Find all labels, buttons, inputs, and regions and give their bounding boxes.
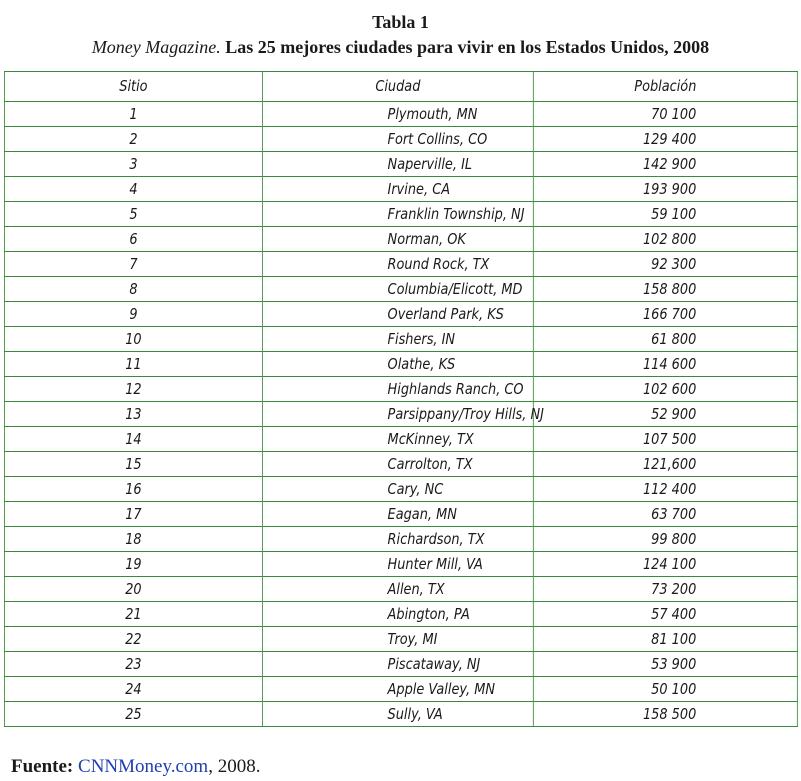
cell-ciudad: Round Rock, TX <box>262 252 533 277</box>
subtitle-text: Las 25 mejores ciudades para vivir en los Estados Unidos, 2008 <box>220 37 710 57</box>
cell-ciudad: Richardson, TX <box>262 527 533 552</box>
table-row <box>4 227 797 252</box>
cell-ciudad: Columbia/Elicott, MD <box>262 277 533 302</box>
cell-ciudad: Hunter Mill, VA <box>262 552 533 577</box>
cell-ciudad: Highlands Ranch, CO <box>262 377 533 402</box>
cell-poblacion: 99 800 <box>533 527 797 552</box>
cell-sitio: 15 <box>4 452 262 477</box>
table-row <box>4 652 797 677</box>
table-row <box>4 377 797 402</box>
cell-ciudad: Apple Valley, MN <box>262 677 533 702</box>
cell-poblacion: 63 700 <box>533 502 797 527</box>
cell-sitio: 11 <box>4 352 262 377</box>
cell-ciudad: Norman, OK <box>262 227 533 252</box>
table-row <box>4 252 797 277</box>
cell-ciudad: Fishers, IN <box>262 327 533 352</box>
cell-sitio: 18 <box>4 527 262 552</box>
cell-sitio: 2 <box>4 127 262 152</box>
cell-sitio: 16 <box>4 477 262 502</box>
table-row <box>4 177 797 202</box>
cell-ciudad: McKinney, TX <box>262 427 533 452</box>
source-year: , 2008. <box>208 756 261 777</box>
cell-poblacion: 50 100 <box>533 677 797 702</box>
cell-poblacion: 124 100 <box>533 552 797 577</box>
cell-sitio: 19 <box>4 552 262 577</box>
cell-sitio: 20 <box>4 577 262 602</box>
table-row <box>4 577 797 602</box>
column-header-poblacion: Población <box>533 72 797 102</box>
header-row <box>4 72 797 102</box>
table-row <box>4 627 797 652</box>
table-row <box>4 602 797 627</box>
cell-poblacion: 129 400 <box>533 127 797 152</box>
cell-poblacion: 81 100 <box>533 627 797 652</box>
cell-sitio: 5 <box>4 202 262 227</box>
cell-sitio: 8 <box>4 277 262 302</box>
cell-sitio: 6 <box>4 227 262 252</box>
cell-poblacion: 193 900 <box>533 177 797 202</box>
cell-sitio: 4 <box>4 177 262 202</box>
cell-poblacion: 59 100 <box>533 202 797 227</box>
table-row <box>4 552 797 577</box>
cell-poblacion: 107 500 <box>533 427 797 452</box>
table-row <box>4 427 797 452</box>
cell-poblacion: 158 500 <box>533 702 797 727</box>
table-row <box>4 327 797 352</box>
cell-sitio: 9 <box>4 302 262 327</box>
cell-ciudad: Sully, VA <box>262 702 533 727</box>
cell-poblacion: 53 900 <box>533 652 797 677</box>
cell-sitio: 13 <box>4 402 262 427</box>
cell-ciudad: Olathe, KS <box>262 352 533 377</box>
cell-poblacion: 52 900 <box>533 402 797 427</box>
cell-sitio: 14 <box>4 427 262 452</box>
cell-sitio: 3 <box>4 152 262 177</box>
cell-ciudad: Overland Park, KS <box>262 302 533 327</box>
cell-ciudad: Troy, MI <box>262 627 533 652</box>
cell-poblacion: 114 600 <box>533 352 797 377</box>
cell-sitio: 22 <box>4 627 262 652</box>
cell-ciudad: Fort Collins, CO <box>262 127 533 152</box>
cell-ciudad: Naperville, IL <box>262 152 533 177</box>
column-header-ciudad: Ciudad <box>262 72 533 102</box>
cell-poblacion: 166 700 <box>533 302 797 327</box>
table-row <box>4 277 797 302</box>
cell-sitio: 23 <box>4 652 262 677</box>
cell-ciudad: Carrolton, TX <box>262 452 533 477</box>
source-link[interactable]: CNNMoney.com <box>78 756 209 777</box>
table-row <box>4 102 797 127</box>
subtitle-magazine: Money Magazine. <box>91 37 221 57</box>
cell-sitio: 25 <box>4 702 262 727</box>
table-row <box>4 477 797 502</box>
cell-ciudad: Allen, TX <box>262 577 533 602</box>
cell-ciudad: Eagan, MN <box>262 502 533 527</box>
cell-sitio: 7 <box>4 252 262 277</box>
table-row <box>4 152 797 177</box>
table-row <box>4 702 797 727</box>
cell-ciudad: Cary, NC <box>262 477 533 502</box>
cell-poblacion: 102 600 <box>533 377 797 402</box>
column-header-sitio: Sitio <box>4 72 262 102</box>
cell-ciudad: Piscataway, NJ <box>262 652 533 677</box>
table-row <box>4 502 797 527</box>
cities-table <box>4 71 798 727</box>
table-title: Tabla 1 <box>372 12 429 32</box>
cell-poblacion: 61 800 <box>533 327 797 352</box>
table-subtitle <box>0 36 801 58</box>
cell-sitio: 12 <box>4 377 262 402</box>
source-label: Fuente: <box>11 756 74 777</box>
cell-ciudad: Franklin Township, NJ <box>262 202 533 227</box>
cell-poblacion: 102 800 <box>533 227 797 252</box>
table-row <box>4 452 797 477</box>
table-row <box>4 202 797 227</box>
cell-sitio: 1 <box>4 102 262 127</box>
table-row <box>4 402 797 427</box>
cell-poblacion: 70 100 <box>533 102 797 127</box>
source-note <box>11 755 260 779</box>
cell-poblacion: 121,600 <box>533 452 797 477</box>
table-row <box>4 352 797 377</box>
cell-sitio: 24 <box>4 677 262 702</box>
table-row <box>4 127 797 152</box>
table-row <box>4 677 797 702</box>
cell-poblacion: 92 300 <box>533 252 797 277</box>
cell-sitio: 10 <box>4 327 262 352</box>
table-row <box>4 302 797 327</box>
cell-ciudad: Plymouth, MN <box>262 102 533 127</box>
cell-poblacion: 142 900 <box>533 152 797 177</box>
cell-sitio: 21 <box>4 602 262 627</box>
cell-poblacion: 112 400 <box>533 477 797 502</box>
cell-poblacion: 73 200 <box>533 577 797 602</box>
cell-ciudad: Irvine, CA <box>262 177 533 202</box>
cell-sitio: 17 <box>4 502 262 527</box>
cell-ciudad: Parsippany/Troy Hills, NJ <box>262 402 533 427</box>
cell-poblacion: 57 400 <box>533 602 797 627</box>
table-body <box>4 102 797 727</box>
table-row <box>4 527 797 552</box>
cell-poblacion: 158 800 <box>533 277 797 302</box>
cell-ciudad: Abington, PA <box>262 602 533 627</box>
